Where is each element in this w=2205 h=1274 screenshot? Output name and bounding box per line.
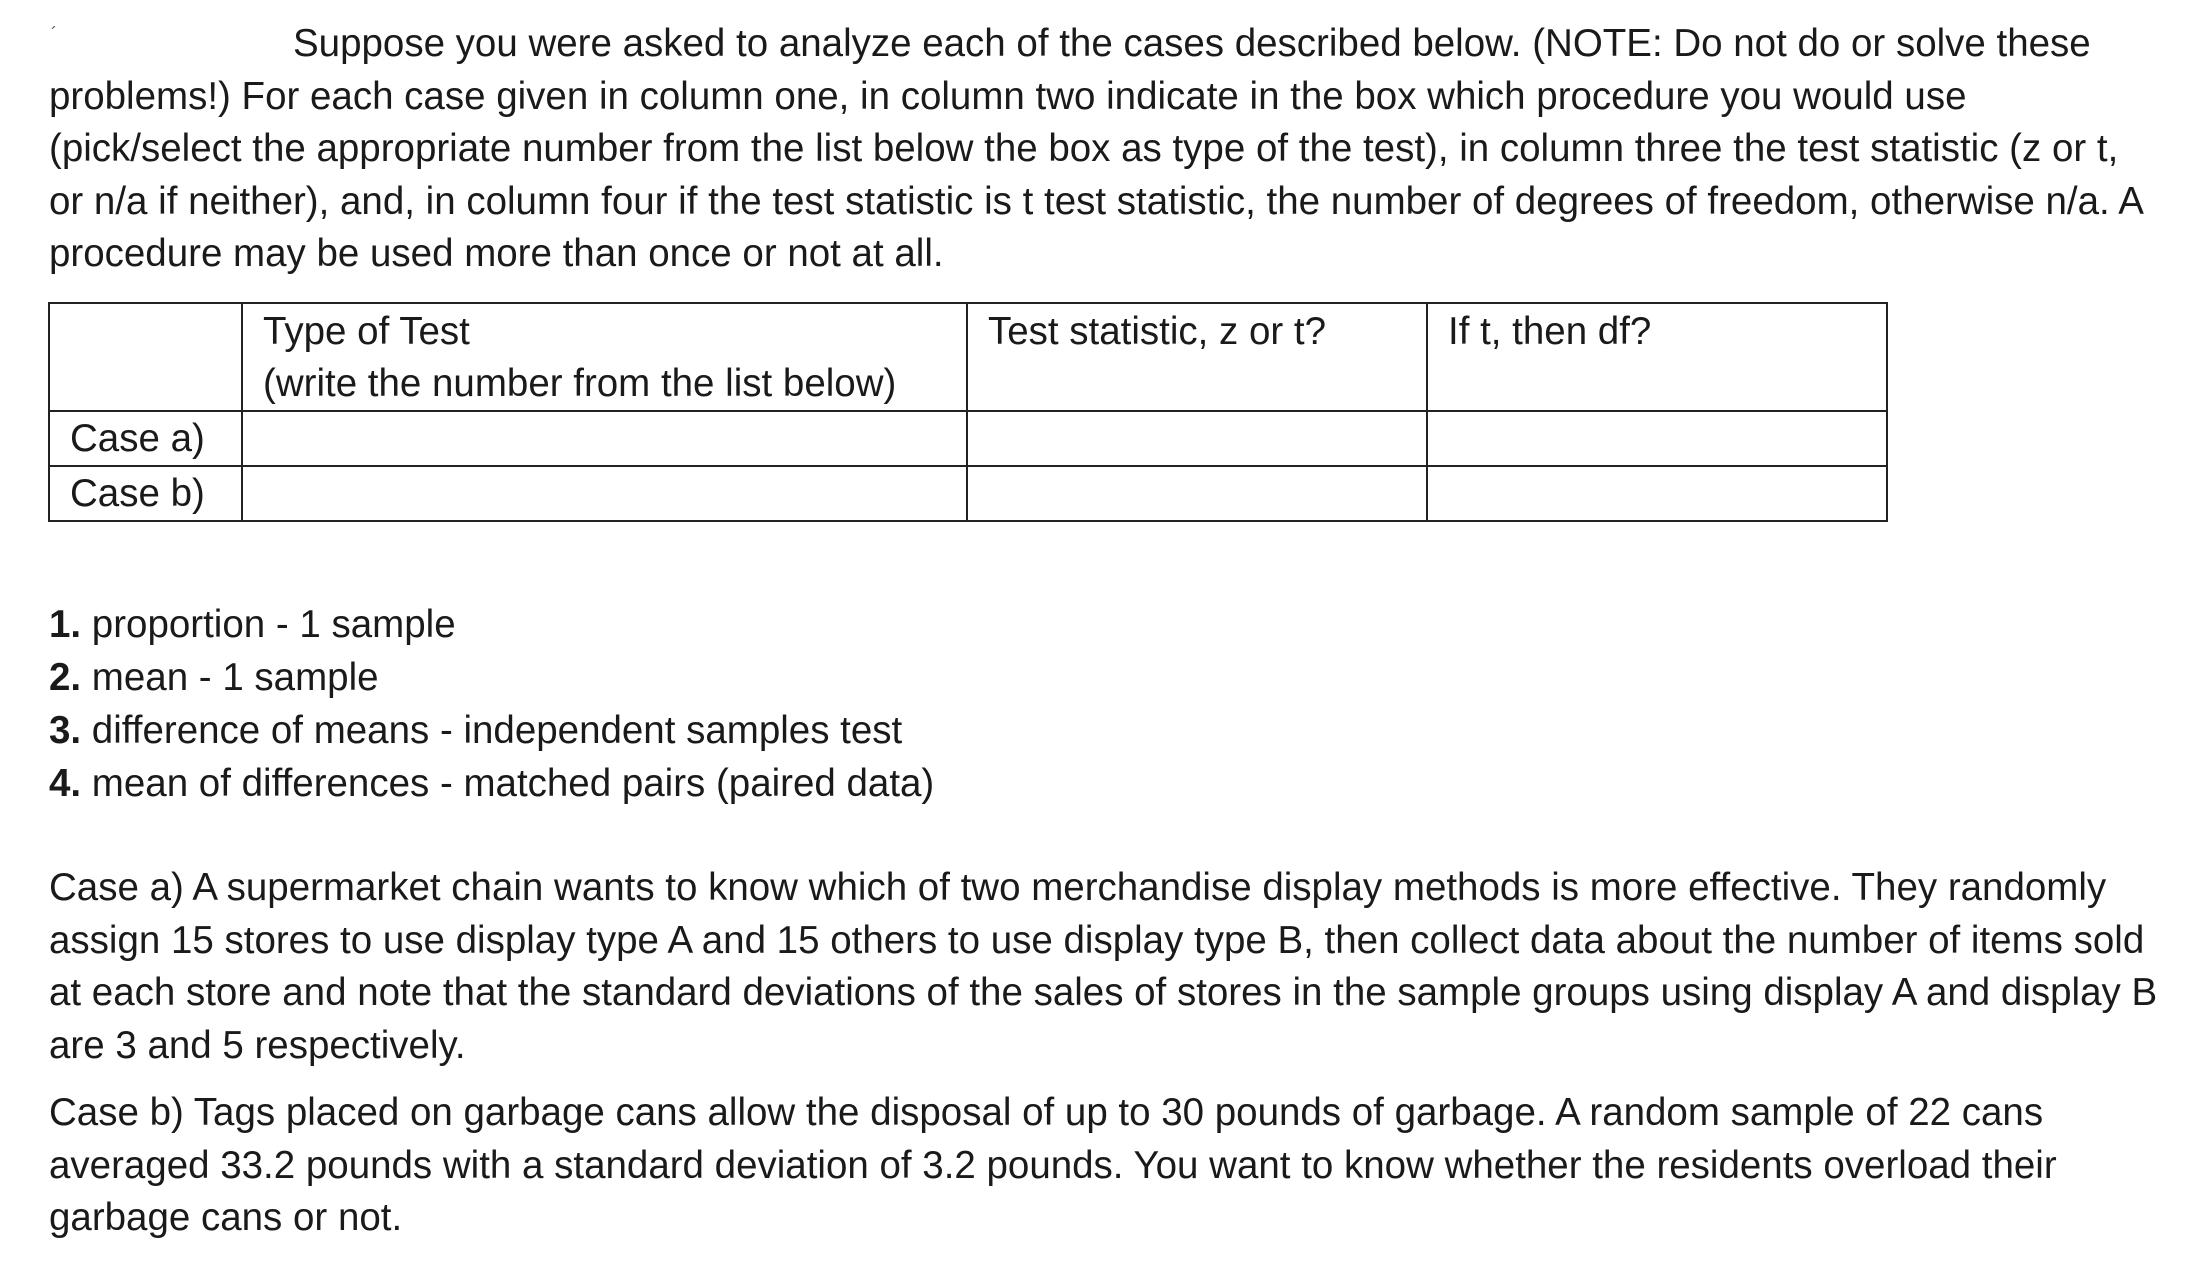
case-a-df-cell[interactable] xyxy=(1427,411,1887,466)
instructions-text: Suppose you were asked to analyze each of the cases described below. (NOTE: Do not do or solve these problems!) For each case given in column one, in column two indicate in the box which procedure you would use (pick/select the appropriate number from the list below the box as type of the test), in column three the test statistic (z or t, or n/a if neither), and, in column four if the test statistic is t test statistic, the number of degrees of freedom, otherwise n/a. A procedure may be used more than once or not at all. xyxy=(49,22,2142,275)
case-b-df-cell[interactable] xyxy=(1427,466,1887,521)
procedure-number: 4. xyxy=(49,762,82,805)
header-degrees-of-freedom: If t, then df? xyxy=(1427,303,1887,411)
procedure-number: 1. xyxy=(49,603,82,646)
answer-table-header-row xyxy=(49,303,1887,411)
case-a-description: Case a) A supermarket chain wants to know which of two merchandise display methods is more effective. They randomly assign 15 stores to use display type A and 15 others to use display type B, then collect data about the number of items sold at each store and note that the standard deviations of the sales of stores in the sample groups using display A and display B are 3 and 5 respectively. xyxy=(49,866,2158,1067)
case-a-label: Case a) xyxy=(49,411,242,466)
header-type-line1: Type of Test xyxy=(263,310,470,353)
procedure-text: mean - 1 sample xyxy=(81,656,379,699)
answer-table xyxy=(48,302,1888,522)
header-corner-cell xyxy=(49,303,242,411)
procedure-list xyxy=(49,598,934,810)
list-item xyxy=(49,704,934,757)
case-a-stat-cell[interactable] xyxy=(967,411,1427,466)
case-b-stat-cell[interactable] xyxy=(967,466,1427,521)
case-b-type-cell[interactable] xyxy=(242,466,967,521)
header-type-line2: (write the number from the list below) xyxy=(263,362,897,405)
case-b-label: Case b) xyxy=(49,466,242,521)
case-a-type-cell[interactable] xyxy=(242,411,967,466)
list-item xyxy=(49,598,934,651)
table-row-case-a xyxy=(49,411,1887,466)
procedure-text: proportion - 1 sample xyxy=(81,603,456,646)
instructions-paragraph xyxy=(49,18,2159,281)
procedure-number: 2. xyxy=(49,656,82,699)
case-b-description: Case b) Tags placed on garbage cans allow the disposal of up to 30 pounds of garbage. A random sample of 22 cans averaged 33.2 pounds with a standard deviation of 3.2 pounds. You want to know whether the residents overload their garbage cans or not. xyxy=(49,1091,2057,1239)
procedure-number: 3. xyxy=(49,709,82,752)
list-item xyxy=(49,757,934,810)
header-test-statistic: Test statistic, z or t? xyxy=(967,303,1427,411)
procedure-text: difference of means - independent samples test xyxy=(81,709,903,752)
list-item xyxy=(49,651,934,704)
stray-mark: ´ xyxy=(51,24,57,44)
procedure-text: mean of differences - matched pairs (paired data) xyxy=(81,762,935,805)
header-type-of-test xyxy=(242,303,967,411)
table-row-case-b xyxy=(49,466,1887,521)
